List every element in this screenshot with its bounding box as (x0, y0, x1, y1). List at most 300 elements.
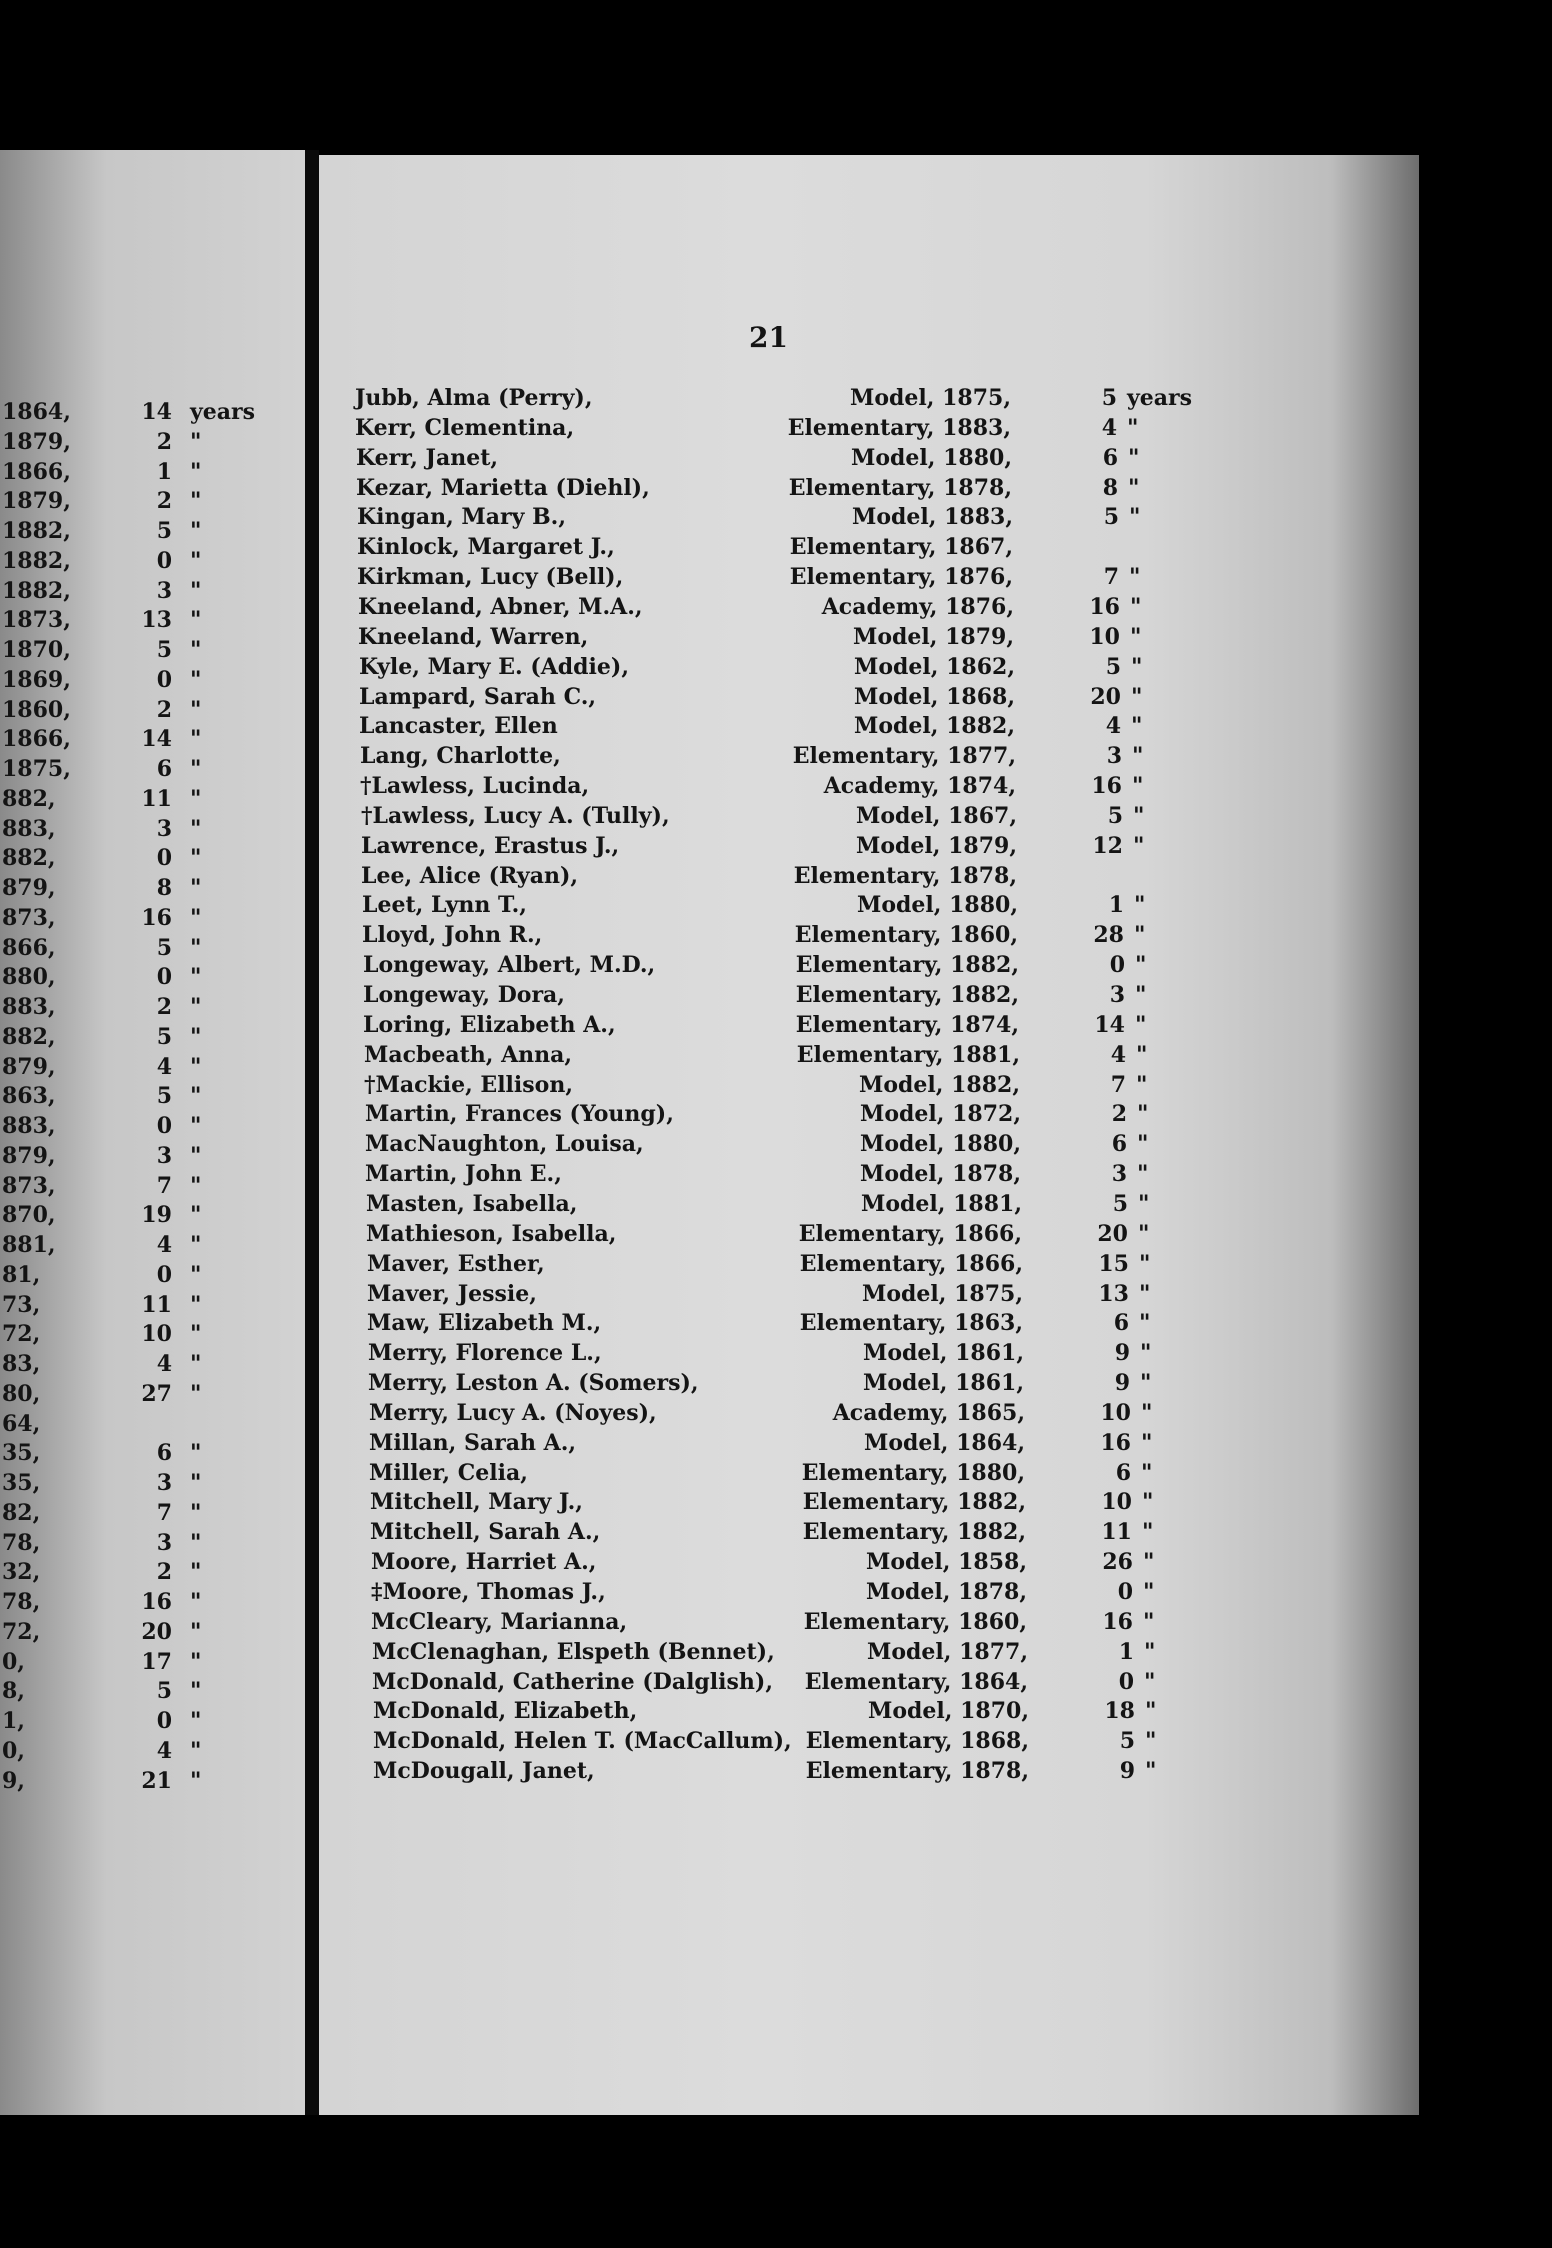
entry-years: 0 (1118, 1668, 1134, 1695)
left-entry-date: 81, (2, 1261, 41, 1288)
left-entry-row (0, 784, 305, 814)
entry-unit: " (1145, 1728, 1157, 1755)
left-entry-date: 0, (2, 1737, 25, 1764)
left-entry-years: 5 (156, 1083, 172, 1110)
register-entry-row (331, 1308, 1431, 1338)
left-entry-row (0, 1081, 305, 1111)
entry-unit: " (1143, 1579, 1155, 1605)
left-entry-row (0, 1141, 305, 1171)
entry-school-and-year: Elementary, 1866, (799, 1250, 1023, 1277)
left-entry-unit: " (190, 1559, 202, 1586)
left-entry-unit: " (190, 428, 202, 455)
register-entry-row (332, 1338, 1432, 1368)
entry-school-and-year: Model, 1862, (854, 653, 1015, 680)
left-entry-unit: " (190, 1589, 202, 1615)
entry-years: 28 (1093, 922, 1124, 949)
entry-school-and-year: Elementary, 1882, (795, 982, 1019, 1008)
left-entry-date: 1860, (2, 696, 71, 723)
entry-years: 9 (1119, 1758, 1135, 1785)
entry-school-and-year: Model, 1875, (862, 1280, 1023, 1307)
entry-years: 2 (1111, 1101, 1127, 1128)
entry-years: 20 (1097, 1220, 1128, 1247)
left-entry-date: 32, (2, 1559, 41, 1586)
entry-name: Leet, Lynn T., (362, 892, 527, 919)
left-entry-date: 879, (2, 1142, 56, 1169)
register-entry-row (327, 1010, 1427, 1040)
left-entry-unit: " (190, 1083, 202, 1110)
left-entry-date: 1866, (2, 458, 71, 485)
left-entry-unit: " (190, 785, 202, 812)
left-entry-row (0, 843, 305, 873)
entry-school-and-year: Elementary, 1883, (787, 414, 1011, 441)
entry-name: MacNaughton, Louisa, (365, 1131, 644, 1158)
entry-unit: " (1144, 1638, 1156, 1665)
entry-years: 6 (1113, 1310, 1129, 1337)
entry-name: Maw, Elizabeth M., (367, 1310, 602, 1337)
left-entry-unit: " (190, 607, 202, 634)
left-entry-date: 882, (2, 785, 56, 812)
left-entry-row (0, 1022, 305, 1052)
entry-years: 9 (1114, 1340, 1130, 1367)
left-entry-years: 0 (156, 666, 172, 693)
entry-name: ‡Moore, Thomas J., (371, 1579, 606, 1605)
entry-unit: " (1144, 1668, 1156, 1695)
left-entry-years: 5 (156, 934, 172, 961)
register-entry-row (330, 1189, 1430, 1219)
left-entry-date: 64, (2, 1410, 41, 1437)
entry-unit: " (1131, 683, 1143, 710)
left-entry-unit: " (190, 1737, 202, 1764)
left-entry-unit: " (190, 1380, 202, 1407)
entry-school-and-year: Elementary, 1882, (795, 952, 1019, 979)
entry-unit: " (1139, 1280, 1151, 1307)
entry-name: Masten, Isabella, (366, 1190, 578, 1217)
entry-name: McClenaghan, Elspeth (Bennet), (372, 1638, 775, 1665)
left-entry-date: 882, (2, 1023, 56, 1050)
register-entry-row (328, 1070, 1428, 1100)
entry-name: Maver, Jessie, (367, 1280, 537, 1307)
left-entry-date: 873, (2, 1172, 56, 1199)
left-entry-row (0, 1409, 305, 1439)
register-entry-row (336, 1667, 1436, 1697)
entry-unit: " (1133, 802, 1145, 829)
entry-years: 16 (1089, 593, 1120, 620)
entry-years: 14 (1094, 1011, 1125, 1038)
entry-name: McDougall, Janet, (373, 1758, 595, 1785)
entry-school-and-year: Model, 1880, (857, 892, 1018, 919)
register-entry-row (327, 980, 1427, 1010)
entry-name: Longeway, Albert, M.D., (363, 952, 656, 979)
entry-name: Lawrence, Erastus J., (361, 832, 620, 859)
left-entry-date: 883, (2, 1113, 56, 1139)
entry-unit: " (1138, 1190, 1150, 1217)
left-entry-row (0, 1290, 305, 1320)
entry-school-and-year: Elementary, 1882, (802, 1489, 1026, 1516)
left-entry-unit: " (190, 934, 202, 961)
entry-school-and-year: Model, 1858, (866, 1549, 1027, 1576)
entry-years: 13 (1098, 1280, 1129, 1307)
entry-name: McDonald, Catherine (Dalglish), (372, 1668, 773, 1695)
entry-unit: " (1139, 1250, 1151, 1277)
left-entry-years: 3 (156, 1142, 172, 1169)
entry-school-and-year: Model, 1879, (856, 832, 1017, 859)
register-entry-row (320, 443, 1420, 473)
left-entry-date: 880, (2, 964, 56, 991)
entry-years: 16 (1100, 1429, 1131, 1456)
register-entry-row (333, 1398, 1433, 1428)
entry-unit: " (1145, 1698, 1157, 1725)
entry-name: McDonald, Elizabeth, (373, 1698, 638, 1725)
entry-name: Kingan, Mary B., (357, 504, 566, 531)
left-entry-date: 72, (2, 1321, 41, 1348)
entry-years: 3 (1109, 982, 1125, 1008)
entry-years: 10 (1089, 623, 1120, 650)
left-entry-row (0, 1052, 305, 1082)
left-entry-years: 21 (141, 1767, 172, 1794)
entry-unit: " (1131, 653, 1143, 680)
entry-school-and-year: Model, 1880, (851, 444, 1012, 471)
left-entry-row (0, 1498, 305, 1528)
left-entry-years: 8 (156, 875, 172, 901)
left-entry-unit: " (190, 994, 202, 1020)
left-entry-unit: " (190, 845, 202, 872)
left-entry-years: 0 (156, 964, 172, 991)
left-entry-row (0, 724, 305, 754)
left-entry-row (0, 962, 305, 992)
left-entry-row (0, 546, 305, 576)
left-entry-years: 5 (156, 1023, 172, 1050)
left-entry-years: 2 (156, 994, 172, 1020)
entry-years: 4 (1110, 1041, 1126, 1068)
entry-school-and-year: Elementary, 1878, (793, 862, 1017, 889)
entry-school-and-year: Elementary, 1860, (794, 922, 1018, 949)
entry-unit: " (1127, 414, 1139, 441)
entry-name: Loring, Elizabeth A., (363, 1011, 616, 1038)
left-entry-unit: " (190, 518, 202, 544)
left-entry-date: 1879, (2, 488, 71, 515)
entry-name: Mitchell, Mary J., (370, 1489, 583, 1516)
register-entry-row (337, 1696, 1437, 1726)
register-entry-row (335, 1547, 1435, 1577)
left-entry-row (0, 1171, 305, 1201)
left-entry-years: 2 (156, 428, 172, 455)
left-entry-row (0, 1230, 305, 1260)
register-entry-row (325, 831, 1425, 861)
left-entry-unit: " (190, 1767, 202, 1794)
entry-name: †Lawless, Lucinda, (360, 773, 590, 800)
register-entry-row (328, 1040, 1428, 1070)
left-entry-date: 80, (2, 1380, 41, 1407)
left-entry-years: 14 (141, 399, 172, 425)
entry-name: Merry, Florence L., (368, 1340, 602, 1367)
left-entry-years: 19 (141, 1202, 172, 1229)
left-entry-years: 4 (156, 1053, 172, 1080)
entry-school-and-year: Elementary, 1877, (792, 743, 1016, 770)
register-entry-row (333, 1458, 1433, 1488)
left-entry-unit: " (190, 1470, 202, 1496)
entry-unit: " (1145, 1758, 1157, 1785)
register-entry-row (324, 771, 1424, 801)
left-entry-unit: " (190, 1023, 202, 1050)
left-entry-date: 1866, (2, 726, 71, 753)
entry-school-and-year: Model, 1867, (856, 802, 1017, 829)
entry-years: 9 (1114, 1370, 1130, 1397)
left-entry-years: 20 (141, 1618, 172, 1645)
register-entry-row (333, 1428, 1433, 1458)
register-entry-row (329, 1099, 1429, 1129)
left-entry-row (0, 1319, 305, 1349)
entry-unit: " (1140, 1340, 1152, 1367)
entry-years: 3 (1111, 1161, 1127, 1188)
entry-years: 5 (1103, 504, 1119, 531)
left-entry-years: 1 (156, 458, 172, 485)
left-entry-row (0, 1587, 305, 1617)
left-entry-unit: " (190, 904, 202, 931)
entry-years: 26 (1102, 1549, 1133, 1576)
left-entry-date: 883, (2, 815, 56, 842)
register-entry-row (319, 383, 1419, 413)
left-entry-years: 4 (156, 1351, 172, 1377)
left-entry-years: 5 (156, 1678, 172, 1705)
left-entry-years: 7 (156, 1499, 172, 1526)
entry-unit: " (1141, 1459, 1153, 1486)
left-entry-years: 2 (156, 696, 172, 723)
entry-name: Lloyd, John R., (362, 922, 543, 949)
register-entry-row (335, 1577, 1435, 1607)
left-entry-unit: " (190, 1648, 202, 1675)
page-gutter-divider (305, 150, 319, 2115)
entry-unit: " (1131, 713, 1143, 740)
entry-unit: " (1128, 444, 1140, 471)
entry-years: 3 (1106, 743, 1122, 770)
entry-unit: " (1133, 832, 1145, 859)
left-entry-date: 0, (2, 1648, 25, 1675)
entry-school-and-year: Elementary, 1878, (788, 474, 1012, 501)
entry-school-and-year: Model, 1883, (852, 504, 1013, 531)
entry-school-and-year: Model, 1881, (861, 1190, 1022, 1217)
entry-years: 10 (1101, 1489, 1132, 1516)
entry-name: †Lawless, Lucy A. (Tully), (361, 802, 670, 829)
entry-name: Merry, Leston A. (Somers), (368, 1370, 699, 1397)
left-entry-years: 13 (141, 607, 172, 634)
entry-years: 16 (1091, 773, 1122, 800)
left-entry-years: 3 (156, 577, 172, 604)
left-entry-unit: " (190, 1261, 202, 1288)
left-entry-unit: " (190, 1351, 202, 1377)
left-entry-row (0, 1557, 305, 1587)
left-entry-unit: " (190, 726, 202, 753)
entry-unit: " (1143, 1608, 1155, 1635)
left-entry-row (0, 1349, 305, 1379)
register-entry-row (334, 1487, 1434, 1517)
register-entry-row (320, 473, 1420, 503)
left-entry-years: 2 (156, 1559, 172, 1586)
left-entry-years: 6 (156, 1440, 172, 1467)
entry-unit: " (1141, 1429, 1153, 1456)
left-entry-row (0, 933, 305, 963)
left-entry-unit: " (190, 1529, 202, 1556)
entry-school-and-year: Elementary, 1874, (795, 1011, 1019, 1038)
entry-unit: " (1135, 1011, 1147, 1038)
left-entry-row (0, 814, 305, 844)
left-entry-years: 27 (141, 1380, 172, 1407)
left-entry-unit: " (190, 964, 202, 991)
left-entry-years: 3 (156, 1470, 172, 1496)
entry-unit: " (1129, 564, 1141, 591)
left-entry-date: 72, (2, 1618, 41, 1645)
left-entry-date: 879, (2, 875, 56, 901)
left-entry-date: 1869, (2, 666, 71, 693)
register-entry-row (323, 652, 1423, 682)
left-entry-row (0, 903, 305, 933)
entry-years: 7 (1103, 564, 1119, 591)
register-entry-row (329, 1159, 1429, 1189)
entry-school-and-year: Elementary, 1878, (805, 1758, 1029, 1785)
left-entry-date: 1882, (2, 547, 71, 574)
left-entry-unit: " (190, 696, 202, 723)
left-entry-unit: " (190, 637, 202, 663)
entry-school-and-year: Model, 1877, (867, 1638, 1028, 1665)
left-entry-unit: " (190, 1232, 202, 1258)
left-entry-date: 35, (2, 1440, 41, 1467)
register-entry-row (327, 950, 1427, 980)
entry-school-and-year: Academy, 1874, (823, 773, 1016, 800)
left-entry-date: 78, (2, 1529, 41, 1556)
left-entry-years: 0 (156, 1113, 172, 1139)
entry-school-and-year: Model, 1868, (854, 683, 1015, 710)
register-entry-row (321, 532, 1421, 562)
entry-unit: " (1129, 504, 1141, 531)
left-entry-years: 4 (156, 1232, 172, 1258)
left-entry-row (0, 457, 305, 487)
left-entry-years: 14 (141, 726, 172, 753)
left-entry-row (0, 665, 305, 695)
left-entry-unit: years (190, 399, 256, 425)
register-entry-row (325, 801, 1425, 831)
entry-name: Lampard, Sarah C., (359, 683, 597, 710)
entry-school-and-year: Model, 1875, (850, 385, 1011, 411)
register-entry-row (326, 920, 1426, 950)
entry-years: 1 (1108, 892, 1124, 919)
left-entry-row (0, 1736, 305, 1766)
entry-name: Macbeath, Anna, (364, 1041, 573, 1068)
entry-unit: " (1141, 1399, 1153, 1426)
entry-name: Kinlock, Margaret J., (357, 534, 615, 561)
entry-unit: " (1128, 474, 1140, 501)
entry-years: 8 (1102, 474, 1118, 501)
left-entry-unit: " (190, 1678, 202, 1705)
left-entry-years: 5 (156, 637, 172, 663)
entry-name: McCleary, Marianna, (371, 1608, 628, 1635)
entry-unit: " (1135, 982, 1147, 1008)
entry-school-and-year: Elementary, 1880, (801, 1459, 1025, 1486)
entry-name: Mitchell, Sarah A., (370, 1519, 601, 1546)
left-entry-row (0, 1200, 305, 1230)
entry-years: 12 (1092, 832, 1123, 859)
left-entry-date: 1882, (2, 518, 71, 544)
entry-years: 10 (1100, 1399, 1131, 1426)
left-entry-date: 1882, (2, 577, 71, 604)
entry-unit: " (1137, 1161, 1149, 1188)
left-entry-unit: " (190, 756, 202, 782)
entry-years: 11 (1101, 1519, 1132, 1546)
left-entry-date: 1873, (2, 607, 71, 634)
left-entry-years: 7 (156, 1172, 172, 1199)
register-entry-row (330, 1219, 1430, 1249)
entry-years: 20 (1090, 683, 1121, 710)
page-number: 21 (749, 321, 788, 354)
register-entry-row (335, 1607, 1435, 1637)
register-entry-row (321, 562, 1421, 592)
entry-unit: years (1127, 385, 1193, 411)
entry-school-and-year: Model, 1864, (864, 1429, 1025, 1456)
left-entry-years: 0 (156, 1261, 172, 1288)
right-page (319, 155, 1419, 2115)
entry-years: 5 (1112, 1190, 1128, 1217)
left-entry-date: 9, (2, 1767, 25, 1794)
entry-name: Jubb, Alma (Perry), (355, 385, 593, 411)
left-entry-row (0, 695, 305, 725)
entry-name: Moore, Harriet A., (371, 1549, 597, 1576)
entry-years: 4 (1101, 414, 1117, 441)
entry-name: Kerr, Clementina, (355, 414, 575, 441)
left-entry-date: 1864, (2, 399, 71, 425)
left-entry-years: 17 (141, 1648, 172, 1675)
entry-name: Kyle, Mary E. (Addie), (359, 653, 629, 680)
left-entry-date: 866, (2, 934, 56, 961)
entry-unit: " (1132, 743, 1144, 770)
left-entry-unit: " (190, 458, 202, 485)
left-entry-unit: " (190, 1202, 202, 1229)
register-entry-row (319, 413, 1419, 443)
entry-school-and-year: Academy, 1876, (821, 593, 1014, 620)
left-entry-date: 1879, (2, 428, 71, 455)
entry-school-and-year: Elementary, 1864, (804, 1668, 1028, 1695)
entry-years: 1 (1118, 1638, 1134, 1665)
entry-name: Lang, Charlotte, (360, 743, 561, 770)
entry-name: McDonald, Helen T. (MacCallum), (373, 1728, 792, 1755)
left-entry-row (0, 1617, 305, 1647)
entry-school-and-year: Elementary, 1881, (796, 1041, 1020, 1068)
left-entry-date: 1, (2, 1708, 25, 1734)
register-entry-row (331, 1249, 1431, 1279)
left-entry-row (0, 516, 305, 546)
left-entry-date: 83, (2, 1351, 41, 1377)
left-entry-date: 870, (2, 1202, 56, 1229)
entry-unit: " (1134, 922, 1146, 949)
left-entry-row (0, 486, 305, 516)
entry-name: Kirkman, Lucy (Bell), (357, 564, 624, 591)
left-entry-years: 3 (156, 1529, 172, 1556)
left-entry-unit: " (190, 1708, 202, 1734)
entry-school-and-year: Model, 1878, (860, 1161, 1021, 1188)
register-entry-row (323, 711, 1423, 741)
entry-years: 6 (1111, 1131, 1127, 1158)
left-entry-date: 1870, (2, 637, 71, 663)
entry-unit: " (1132, 773, 1144, 800)
entry-years: 15 (1098, 1250, 1129, 1277)
entry-name: Lee, Alice (Ryan), (361, 862, 579, 889)
left-entry-years: 3 (156, 815, 172, 842)
entry-years: 5 (1105, 653, 1121, 680)
register-entry-row (323, 682, 1423, 712)
left-entry-row (0, 1111, 305, 1141)
left-entry-unit: " (190, 1053, 202, 1080)
entry-school-and-year: Elementary, 1876, (789, 564, 1013, 591)
left-entry-row (0, 576, 305, 606)
entry-name: Miller, Celia, (369, 1459, 528, 1486)
left-entry-unit: " (190, 547, 202, 574)
